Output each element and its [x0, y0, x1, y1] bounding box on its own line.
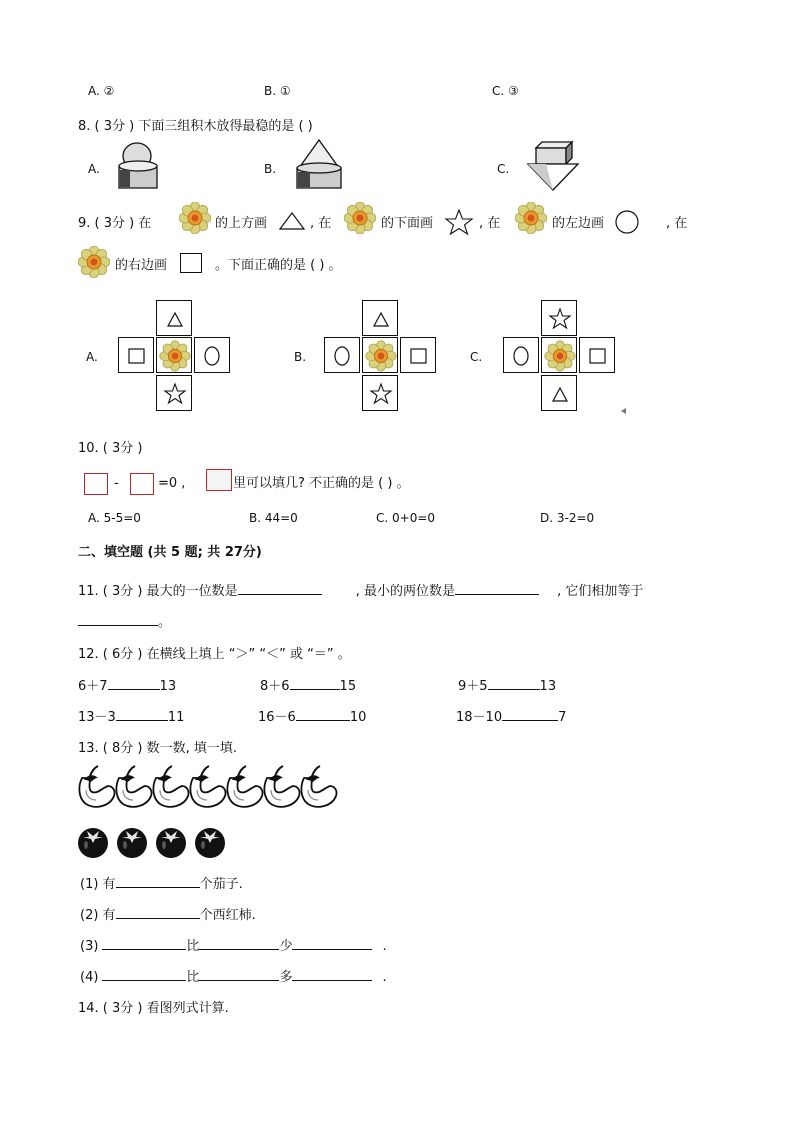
answer-blank[interactable] — [238, 580, 322, 595]
q11-text-2: , 最小的两位数是 — [355, 584, 456, 599]
eggplant-row — [76, 764, 340, 814]
q11-text-1: 11. ( 3分 ) 最大的一位数是 — [78, 584, 238, 599]
q9-text-6: 的左边画 — [552, 216, 605, 231]
square-icon — [119, 338, 155, 374]
grid-cell-left — [118, 337, 154, 373]
flower-icon — [157, 338, 193, 374]
triangle-icon — [363, 301, 399, 337]
q9-text-4: 的下面画 — [381, 216, 434, 231]
flower-icon — [515, 202, 547, 234]
q8-option-a: A. — [88, 162, 100, 176]
q12-item: 6＋7 13 — [78, 675, 176, 694]
block-cube-on-cone-icon — [526, 138, 582, 194]
q7-option-b: B. ① — [264, 84, 291, 98]
q7-option-c: C. ③ — [492, 84, 519, 98]
square-icon — [580, 338, 616, 374]
q9-text-3: , 在 — [310, 216, 332, 231]
q9-text-7: , 在 — [666, 216, 688, 231]
triangle-icon — [157, 301, 193, 337]
flower-icon — [363, 338, 399, 374]
q13-stem: 13. ( 8分 ) 数一数, 填一填. — [78, 741, 238, 756]
square-icon — [401, 338, 437, 374]
answer-blank[interactable] — [488, 675, 540, 690]
q10-option-a: A. 5-5=0 — [88, 511, 141, 525]
q9-option-c: C. — [470, 350, 483, 364]
circle-icon — [195, 338, 231, 374]
grey-box — [206, 469, 232, 491]
answer-blank[interactable] — [290, 675, 340, 690]
red-box — [130, 473, 154, 495]
grid-cell-center — [541, 337, 577, 373]
flower-icon — [78, 246, 110, 278]
eggplant-icon — [79, 766, 114, 807]
tomato-icon — [117, 828, 147, 858]
circle-icon — [614, 209, 640, 235]
grid-cell-bottom — [156, 375, 192, 411]
q13-line-4: (4) 比 多 . — [80, 966, 387, 985]
star-icon — [157, 376, 193, 412]
answer-blank[interactable] — [102, 935, 186, 950]
marker-icon — [621, 408, 627, 414]
tomato-icon — [78, 828, 108, 858]
eggplant-icon — [153, 766, 188, 807]
q7-option-a: A. ② — [88, 84, 115, 98]
q12-item: 8＋6 15 — [260, 675, 356, 694]
q10-minus: - — [114, 476, 119, 491]
q12-item: 9＋5 13 — [458, 675, 556, 694]
answer-blank[interactable] — [502, 706, 558, 721]
q8-option-b: B. — [264, 162, 277, 176]
block-cone-on-cylinder-icon — [293, 138, 345, 194]
q10-tail: 里可以填几? 不正确的是 ( ) 。 — [233, 476, 410, 491]
grid-cell-bottom — [541, 375, 577, 411]
tomato-icon — [156, 828, 186, 858]
flower-icon — [542, 338, 578, 374]
grid-cell-top — [541, 300, 577, 336]
answer-blank[interactable] — [116, 904, 200, 919]
answer-blank[interactable] — [116, 873, 200, 888]
q11-line-2 — [78, 611, 171, 630]
q9-text-9: 。下面正确的是 ( ) 。 — [215, 258, 342, 273]
answer-blank[interactable] — [116, 706, 168, 721]
q13-line-3: (3) 比 少 . — [80, 935, 387, 954]
q12-item: 18－10 7 — [456, 706, 566, 725]
flower-icon — [179, 202, 211, 234]
q10-option-b: B. 44=0 — [249, 511, 298, 525]
star-icon — [363, 376, 399, 412]
q11-text-3: , 它们相加等于 — [557, 584, 644, 599]
q11-line — [78, 580, 643, 599]
star-icon — [542, 301, 578, 337]
q9-text-1: 9. ( 3分 ) 在 — [78, 216, 152, 231]
q10-equals: =0 , — [158, 476, 186, 491]
eggplant-icon — [116, 766, 151, 807]
grid-cell-right — [579, 337, 615, 373]
red-box — [84, 473, 108, 495]
grid-cell-left — [503, 337, 539, 373]
star-icon — [444, 208, 474, 236]
eggplant-icon — [301, 766, 336, 807]
tomato-row — [77, 826, 231, 866]
grid-cell-right — [400, 337, 436, 373]
q9-option-a: A. — [86, 350, 98, 364]
q9-text-2: 的上方画 — [215, 216, 268, 231]
flower-icon — [344, 202, 376, 234]
eggplant-icon — [190, 766, 225, 807]
q9-option-b: B. — [294, 350, 307, 364]
triangle-icon — [542, 376, 578, 412]
answer-blank[interactable] — [292, 966, 372, 981]
answer-blank[interactable] — [455, 580, 539, 595]
q9-text-5: , 在 — [479, 216, 501, 231]
answer-blank[interactable] — [292, 935, 372, 950]
grid-cell-top — [362, 300, 398, 336]
section-heading: 二、填空题 (共 5 题; 共 27分) — [78, 545, 262, 560]
grid-cell-right — [194, 337, 230, 373]
q10-option-c: C. 0+0=0 — [376, 511, 436, 525]
q13-line-1: (1) 有 个茄子. — [80, 873, 243, 892]
q12-item: 13－3 11 — [78, 706, 184, 725]
grid-cell-left — [324, 337, 360, 373]
q9-text-8: 的右边画 — [115, 258, 168, 273]
q8-stem: 8. ( 3分 ) 下面三组积木放得最稳的是 ( ) — [78, 119, 313, 134]
q12-stem: 12. ( 6分 ) 在横线上填上 “＞” “＜” 或 “＝” 。 — [78, 647, 351, 662]
triangle-icon — [278, 211, 306, 231]
tomato-icon — [195, 828, 225, 858]
grid-cell-center — [362, 337, 398, 373]
answer-blank[interactable] — [199, 966, 279, 981]
q11-text-4: 。 — [158, 615, 172, 630]
answer-blank[interactable] — [296, 706, 350, 721]
grid-cell-bottom — [362, 375, 398, 411]
q10-stem: 10. ( 3分 ) — [78, 441, 143, 456]
answer-blank[interactable] — [108, 675, 160, 690]
grid-cell-center — [156, 337, 192, 373]
q12-item: 16－6 10 — [258, 706, 366, 725]
answer-blank[interactable] — [102, 966, 186, 981]
answer-blank[interactable] — [78, 611, 158, 626]
grid-cell-top — [156, 300, 192, 336]
q8-option-c: C. — [497, 162, 510, 176]
block-ball-on-cylinder-icon — [117, 140, 161, 192]
q13-line-2: (2) 有 个西红柿. — [80, 904, 256, 923]
q14-stem: 14. ( 3分 ) 看图列式计算. — [78, 1001, 229, 1016]
answer-blank[interactable] — [199, 935, 279, 950]
square-icon — [180, 253, 202, 273]
eggplant-icon — [227, 766, 262, 807]
circle-icon — [325, 338, 361, 374]
circle-icon — [504, 338, 540, 374]
eggplant-icon — [264, 766, 299, 807]
q10-option-d: D. 3-2=0 — [540, 511, 595, 525]
